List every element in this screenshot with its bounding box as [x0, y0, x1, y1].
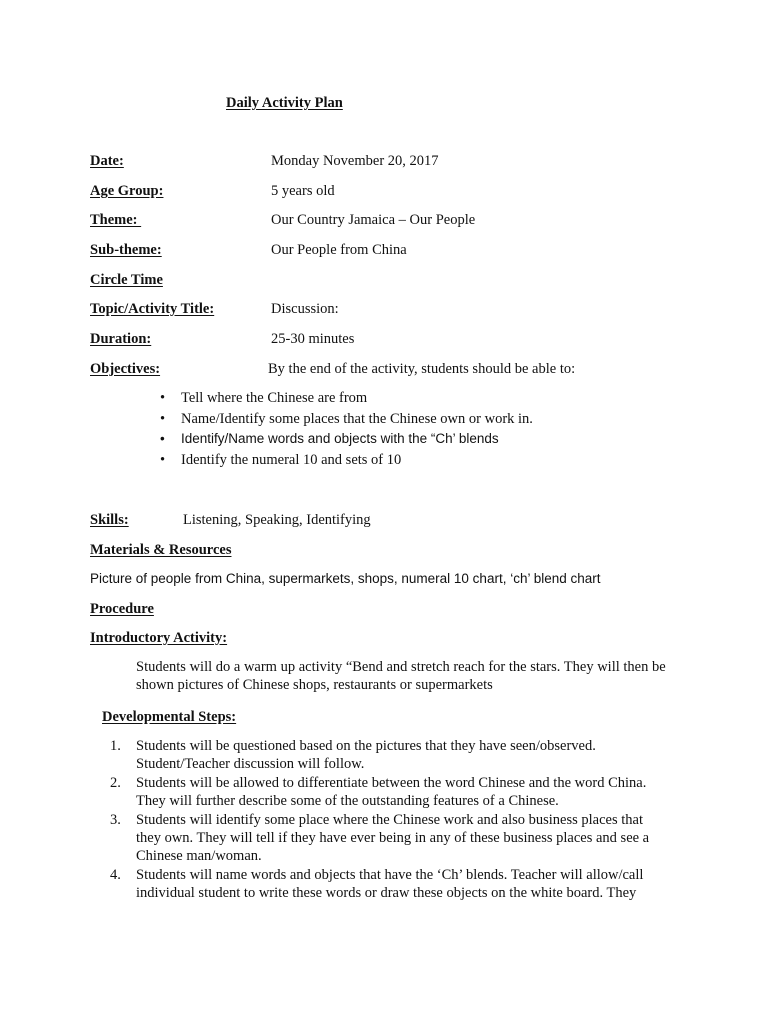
- step-text: Students will be questioned based on the pictures that they have seen/observed. Student/Teacher discussion will follow.: [136, 738, 596, 772]
- topic-label: Topic/Activity Title:: [90, 301, 215, 317]
- step-item: [110, 866, 670, 902]
- materials-heading: Materials & Resources: [90, 542, 232, 558]
- step-text: Students will name words and objects that have the ‘Ch’ blends. Teacher will allow/call individual student to write these words or draw these objects on the white board. They: [136, 867, 644, 901]
- circle-time-label: Circle Time: [90, 272, 163, 288]
- age-group-label: Age Group:: [90, 183, 164, 199]
- topic-value: Discussion:: [271, 301, 339, 317]
- sub-theme-label: Sub-theme:: [90, 242, 162, 258]
- developmental-steps-list: [110, 737, 670, 903]
- materials-text: Picture of people from China, supermarkets, shops, numeral 10 chart, ‘ch’ blend chart: [90, 571, 601, 586]
- skills-label: Skills:: [90, 512, 129, 528]
- step-text: Students will identify some place where the Chinese work and also business places that they own. They will tell if they have ever being in any of these business places and see a Chinese man/woman.: [136, 812, 650, 864]
- objectives-intro: By the end of the activity, students should be able to:: [268, 361, 576, 377]
- step-item: [110, 774, 670, 810]
- duration-value: 25-30 minutes: [271, 331, 355, 347]
- page-title: Daily Activity Plan: [226, 95, 343, 111]
- developmental-heading: Developmental Steps:: [102, 709, 237, 725]
- skills-value: Listening, Speaking, Identifying: [183, 512, 371, 528]
- objective-item: • Tell where the Chinese are from: [160, 389, 533, 410]
- step-number: 4.: [110, 867, 121, 883]
- step-item: [110, 811, 670, 865]
- theme-value: Our Country Jamaica – Our People: [271, 212, 476, 228]
- step-number: 2.: [110, 775, 121, 791]
- objectives-list: [160, 389, 533, 471]
- objective-item: • Identify/Name words and objects with the “Ch’ blends: [160, 430, 533, 451]
- date-value: Monday November 20, 2017: [271, 153, 439, 169]
- objectives-label: Objectives:: [90, 361, 161, 377]
- introductory-text: Students will do a warm up activity “Bend and stretch reach for the stars. They will then be shown pictures of Chinese shops, restaurants or supermarkets: [136, 659, 666, 693]
- sub-theme-value: Our People from China: [271, 242, 407, 258]
- theme-label: Theme:: [90, 212, 142, 228]
- introductory-heading: Introductory Activity:: [90, 630, 228, 646]
- duration-label: Duration:: [90, 331, 152, 347]
- step-number: 1.: [110, 738, 121, 754]
- date-label: Date:: [90, 153, 124, 169]
- age-group-value: 5 years old: [271, 183, 335, 199]
- objective-item: • Identify the numeral 10 and sets of 10: [160, 451, 533, 472]
- step-text: Students will be allowed to differentiate between the word Chinese and the word China. They will further describe some of the outstanding features of a Chinese.: [136, 775, 647, 809]
- step-number: 3.: [110, 812, 121, 828]
- step-item: [110, 737, 670, 773]
- objective-item: • Name/Identify some places that the Chinese own or work in.: [160, 410, 533, 431]
- procedure-heading: Procedure: [90, 601, 154, 617]
